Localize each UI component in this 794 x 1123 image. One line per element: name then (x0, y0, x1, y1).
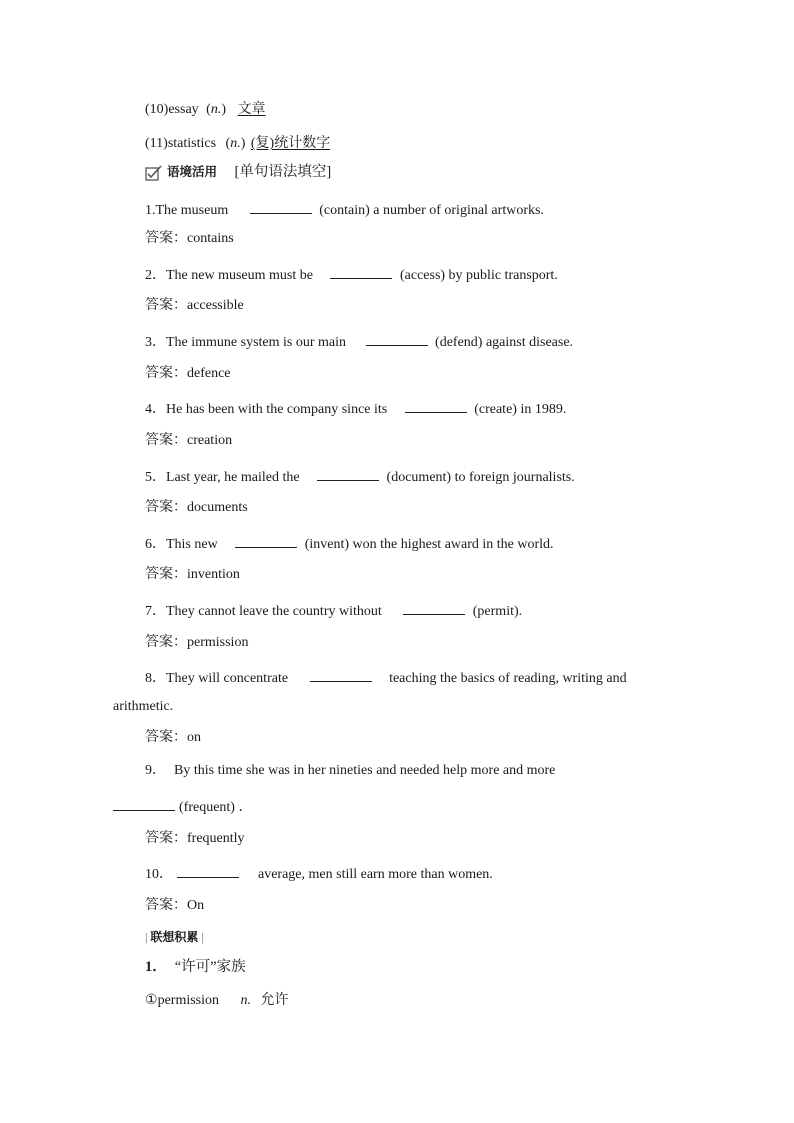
vocab-pos: n. (230, 136, 241, 151)
question-text: arithmetic. (113, 699, 174, 714)
question-text: This new (166, 537, 218, 552)
answer-text: permission (187, 635, 249, 650)
section-header (145, 163, 331, 182)
question-8 (145, 667, 627, 688)
answer-text: defence (187, 366, 231, 381)
answer-7 (145, 634, 248, 652)
answer-blank (317, 466, 379, 481)
answer-5 (145, 499, 248, 517)
entry-pos: n. (240, 993, 252, 1008)
question-2 (145, 264, 558, 285)
question-text: (invent) won the highest award in the world. (304, 537, 554, 552)
question-6 (145, 533, 554, 554)
question-text: The new museum must be (166, 268, 313, 283)
vocab-word: essay (168, 102, 199, 117)
question-text: (create) in 1989. (474, 402, 567, 417)
answer-blank (403, 600, 465, 615)
checkbox-pencil-icon (145, 165, 163, 181)
answer-text: on (187, 730, 201, 745)
answer-label: 答案： (145, 730, 187, 745)
question-text: (defend) against disease. (435, 335, 574, 350)
family-number: 1． (145, 959, 167, 975)
answer-blank (330, 264, 392, 279)
question-number: 1. (145, 203, 156, 218)
question-number: 5． (145, 470, 166, 485)
answer-text: frequently (187, 831, 245, 846)
question-number: 8． (145, 671, 166, 686)
vocab-word: statistics (167, 136, 217, 151)
question-number: 10． (145, 867, 173, 882)
question-text: Last year, he mailed the (166, 470, 300, 485)
question-number: 3． (145, 335, 166, 350)
family-entry-1 (145, 992, 289, 1010)
question-number: 2． (145, 268, 166, 283)
question-text: They will concentrate (166, 671, 289, 686)
answer-label: 答案： (145, 635, 187, 650)
answer-blank (235, 533, 297, 548)
answer-text: invention (187, 567, 240, 582)
assoc-header (145, 928, 204, 947)
answer-text: On (187, 898, 205, 913)
question-text: The immune system is our main (166, 335, 347, 350)
answer-2 (145, 297, 244, 315)
answer-text: accessible (187, 298, 244, 313)
question-5 (145, 466, 575, 487)
question-10 (145, 863, 493, 884)
question-text: teaching the basics of reading, writing and (389, 671, 627, 686)
answer-blank (405, 398, 467, 413)
question-number: 4． (145, 402, 166, 417)
question-text: They cannot leave the country without (166, 604, 382, 619)
answer-blank (113, 796, 175, 811)
vocab-item-10: (10)essay (n.) 文章 (145, 102, 266, 117)
question-text: (access) by public transport. (399, 268, 558, 283)
answer-1 (145, 230, 234, 248)
question-1 (145, 199, 544, 220)
vocab-pos: n. (210, 102, 222, 117)
question-text: (contain) a number of original artworks. (319, 203, 544, 218)
bracket-right-icon: | (201, 930, 204, 944)
answer-blank (177, 863, 239, 878)
entry-word: permission (157, 993, 220, 1008)
answer-text: contains (187, 231, 234, 246)
question-number: 7． (145, 604, 166, 619)
question-4 (145, 398, 566, 419)
question-text: (document) to foreign journalists. (386, 470, 575, 485)
answer-label: 答案： (145, 366, 187, 381)
question-9 (145, 762, 555, 780)
question-text: average, men still earn more than women. (258, 867, 493, 882)
answer-9 (145, 830, 245, 848)
question-3 (145, 331, 573, 352)
question-number: 9． (145, 763, 166, 778)
answer-blank (310, 667, 372, 682)
vocab-number: (10) (145, 102, 169, 117)
question-text: (permit). (472, 604, 523, 619)
question-text: The museum (155, 203, 229, 218)
family-heading (145, 958, 246, 976)
question-number: 6． (145, 537, 166, 552)
answer-label: 答案： (145, 500, 187, 515)
answer-blank (366, 331, 428, 346)
vocab-meaning: (复)统计数字 (250, 136, 331, 151)
question-7 (145, 600, 522, 621)
question-text: By this time she was in her nineties and needed help more and more (174, 763, 556, 778)
answer-8 (145, 729, 201, 747)
family-title: “许可”家族 (174, 959, 246, 975)
question-text: He has been with the company since its (166, 402, 388, 417)
answer-10 (145, 897, 204, 915)
question-8-continued (113, 698, 173, 716)
entry-meaning: 允许 (260, 993, 289, 1008)
answer-label: 答案： (145, 831, 187, 846)
answer-label: 答案： (145, 298, 187, 313)
bracket-left-icon: | (145, 930, 148, 944)
answer-label: 答案： (145, 567, 187, 582)
answer-4 (145, 432, 232, 450)
answer-6 (145, 566, 240, 584)
answer-text: documents (187, 500, 248, 515)
question-text: (frequent) ． (179, 800, 253, 815)
vocab-meaning: 文章 (237, 102, 266, 117)
vocab-item-11: (11)statistics (n.) (复)统计数字 (145, 136, 331, 151)
question-9-continued (113, 796, 252, 817)
answer-label: 答案： (145, 231, 187, 246)
answer-label: 答案： (145, 433, 187, 448)
vocab-number: (11) (145, 136, 168, 151)
answer-label: 答案： (145, 898, 187, 913)
answer-blank (250, 199, 312, 214)
section-subtitle: [单句语法填空] (234, 164, 332, 180)
answer-3 (145, 365, 231, 383)
answer-text: creation (187, 433, 233, 448)
assoc-title: 联想积累 (150, 930, 199, 944)
entry-number: ① (145, 993, 158, 1008)
section-title: 语境活用 (167, 164, 218, 179)
